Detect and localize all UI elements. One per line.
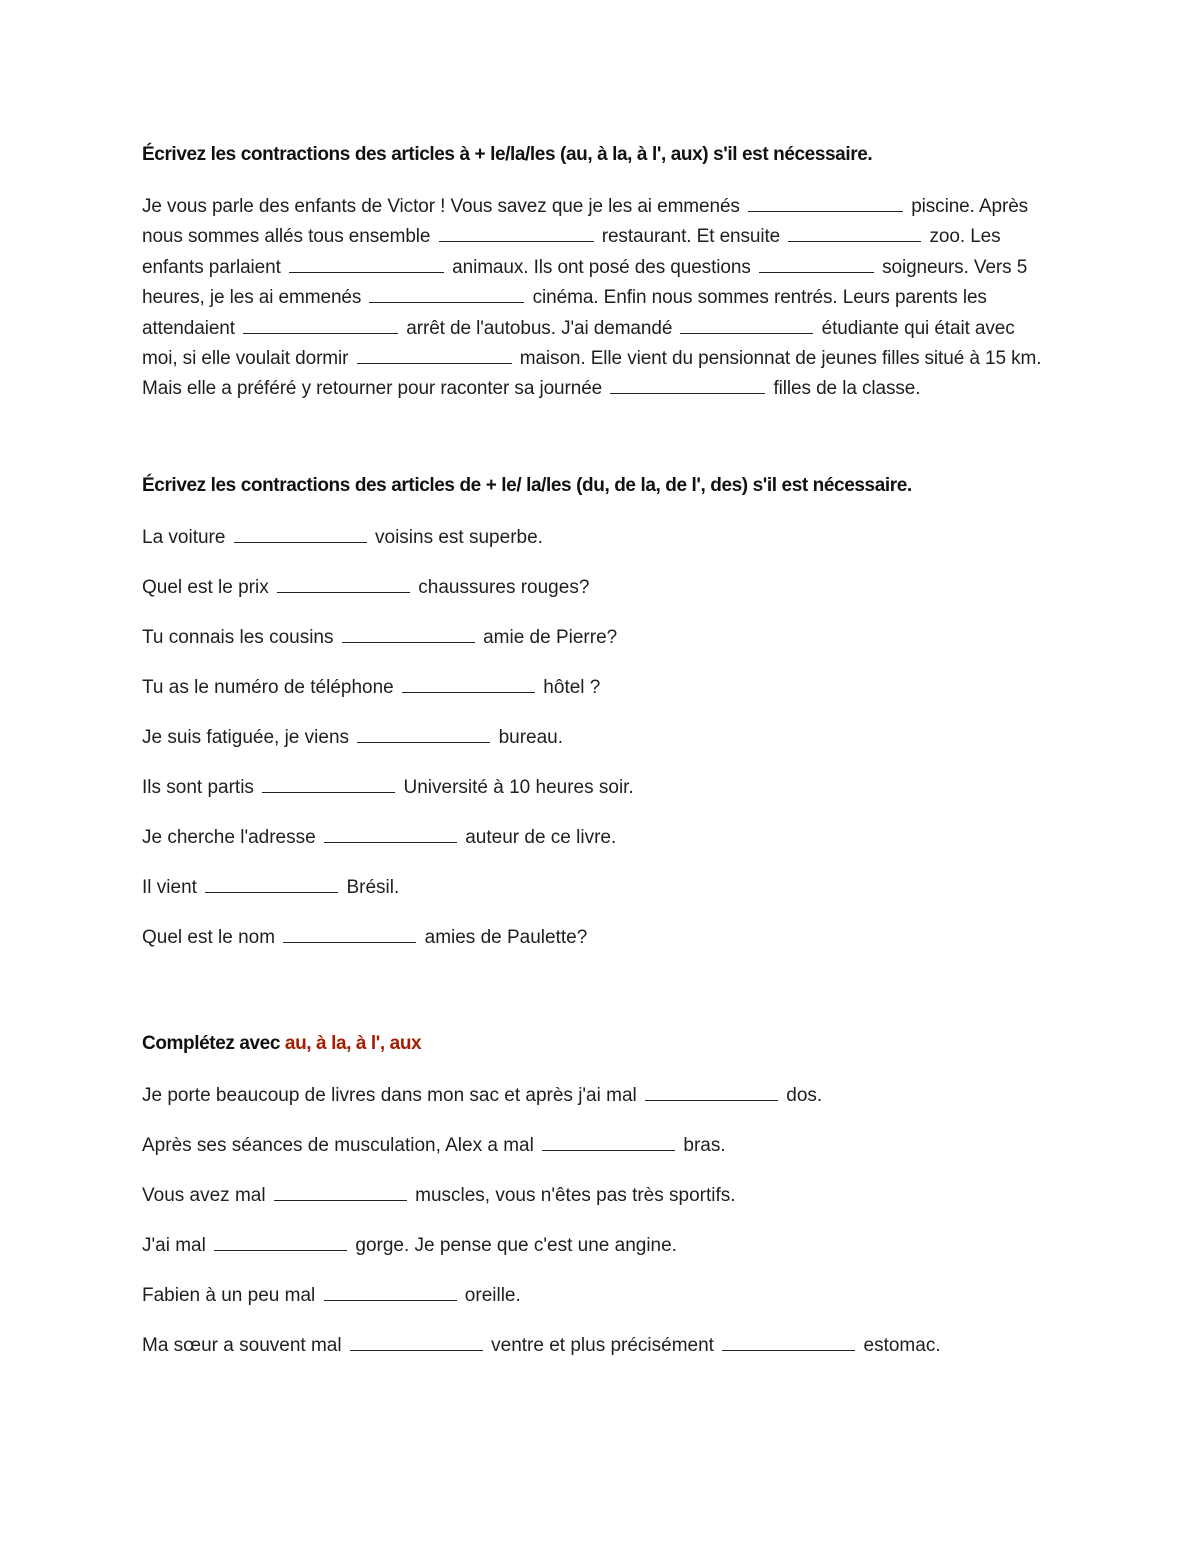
answer-blank[interactable] — [680, 315, 813, 334]
answer-blank[interactable] — [759, 254, 874, 273]
answer-blank[interactable] — [342, 624, 475, 643]
answer-blank[interactable] — [277, 574, 410, 593]
answer-blank[interactable] — [357, 345, 512, 364]
text-segment: Je vous parle des enfants de Victor ! Vous savez que je les ai emmenés — [142, 196, 746, 217]
item-text: Fabien à un peu mal — [142, 1284, 321, 1306]
item-text: Université à 10 heures soir. — [398, 776, 634, 798]
text-segment: animaux. Ils ont posé des questions — [446, 256, 756, 278]
text-segment: restaurant. Et ensuite — [596, 226, 786, 248]
item-text: estomac. — [858, 1334, 941, 1356]
answer-blank[interactable] — [283, 924, 416, 943]
item-text: Quel est le prix — [142, 576, 274, 598]
item-text: Ma sœur a souvent mal — [142, 1334, 347, 1356]
item-text: Je cherche l'adresse — [142, 826, 321, 848]
section-b-heading: Écrivez les contractions des articles de + le/ la/les (du, de la, de l', des) s'il est nécessaire. — [142, 474, 912, 496]
list-item — [142, 1271, 1052, 1321]
item-text: amie de Pierre? — [477, 626, 618, 648]
answer-blank[interactable] — [324, 1282, 457, 1301]
section-c-heading — [142, 1029, 1052, 1059]
item-text: Brésil. — [341, 876, 400, 898]
item-text: Je porte beaucoup de livres dans mon sac et après j'ai mal — [142, 1084, 643, 1106]
text-segment: cinéma. Enfin nous sommes rentrés. Leurs parents les attendaient — [142, 287, 987, 339]
section-a-heading: Écrivez les contractions des articles à + le/la/les (au, à la, à l', aux) s'il est nécessaire. — [142, 144, 873, 165]
answer-blank[interactable] — [645, 1082, 778, 1101]
item-text: bureau. — [493, 726, 564, 748]
item-text: Quel est le nom — [142, 926, 281, 948]
list-item — [142, 763, 1052, 813]
list-item — [142, 1121, 1052, 1171]
item-text: Après ses séances de musculation, Alex a mal — [142, 1134, 540, 1156]
item-text: auteur de ce livre. — [459, 826, 617, 848]
answer-blank[interactable] — [324, 824, 457, 843]
item-text: amies de Paulette? — [419, 926, 588, 948]
heading-accent-text: au, à la, à l', aux — [284, 1032, 422, 1054]
text-segment: étudiante qui était avec moi, si elle voulait dormir — [142, 317, 1015, 370]
text-segment: filles de la classe. — [768, 378, 921, 400]
item-text: oreille. — [459, 1284, 521, 1306]
list-item — [142, 513, 1052, 563]
section-a-contractions — [142, 140, 1052, 405]
text-segment: piscine. Après nous sommes allés tous ensemble — [142, 196, 1029, 248]
answer-blank[interactable] — [369, 284, 524, 303]
item-text: Tu connais les cousins — [142, 626, 339, 648]
section-b-contractions — [142, 471, 1052, 963]
answer-blank[interactable] — [748, 193, 903, 212]
list-item — [142, 1321, 1052, 1371]
text-segment: maison. Elle vient du pensionnat de jeunes filles situé à 15 km. Mais elle a préféré y retourner pour raconter sa journée — [142, 348, 1042, 400]
item-text: ventre et plus précisément — [485, 1334, 720, 1356]
answer-blank[interactable] — [289, 254, 444, 273]
answer-blank[interactable] — [402, 674, 535, 693]
text-segment: arrêt de l'autobus. J'ai demandé — [401, 317, 678, 339]
item-text: dos. — [781, 1084, 823, 1106]
item-text: Je suis fatiguée, je viens — [142, 726, 355, 748]
item-text: Vous avez mal — [142, 1184, 271, 1206]
text-segment: zoo. Les enfants parlaient — [142, 226, 1001, 278]
answer-blank[interactable] — [243, 315, 398, 334]
list-item — [142, 663, 1052, 713]
list-item — [142, 713, 1052, 763]
item-text: muscles, vous n'êtes pas très sportifs. — [409, 1184, 736, 1206]
answer-blank[interactable] — [234, 524, 367, 543]
item-text: La voiture — [142, 526, 231, 548]
item-text: J'ai mal — [142, 1234, 212, 1256]
list-item — [142, 1171, 1052, 1221]
answer-blank[interactable] — [205, 874, 338, 893]
list-item — [142, 1071, 1052, 1121]
answer-blank[interactable] — [262, 774, 395, 793]
list-item — [142, 613, 1052, 663]
section-c-list — [142, 1071, 1052, 1371]
text-segment: soigneurs. Vers 5 heures, je les ai emmenés — [142, 256, 1028, 309]
item-text: gorge. Je pense que c'est une angine. — [350, 1234, 677, 1256]
answer-blank[interactable] — [357, 724, 490, 743]
answer-blank[interactable] — [439, 223, 594, 242]
item-text: hôtel ? — [538, 676, 601, 698]
item-text: Il vient — [142, 876, 203, 898]
list-item — [142, 1221, 1052, 1271]
list-item — [142, 813, 1052, 863]
section-a-paragraph — [142, 192, 1052, 405]
answer-blank[interactable] — [350, 1332, 483, 1351]
list-item — [142, 863, 1052, 913]
answer-blank[interactable] — [214, 1232, 347, 1251]
worksheet — [142, 140, 1052, 1371]
item-text: Tu as le numéro de téléphone — [142, 676, 400, 698]
answer-blank[interactable] — [722, 1332, 855, 1351]
list-item — [142, 913, 1052, 963]
heading-plain-text: Complétez avec — [142, 1032, 285, 1054]
item-text: chaussures rouges? — [413, 576, 590, 598]
list-item — [142, 563, 1052, 613]
answer-blank[interactable] — [610, 375, 765, 394]
item-text: voisins est superbe. — [369, 526, 543, 548]
section-c-complete — [142, 1029, 1052, 1371]
item-text: Ils sont partis — [142, 776, 260, 798]
item-text: bras. — [678, 1134, 726, 1156]
section-b-list — [142, 513, 1052, 963]
answer-blank[interactable] — [274, 1182, 407, 1201]
answer-blank[interactable] — [542, 1132, 675, 1151]
answer-blank[interactable] — [788, 223, 921, 242]
